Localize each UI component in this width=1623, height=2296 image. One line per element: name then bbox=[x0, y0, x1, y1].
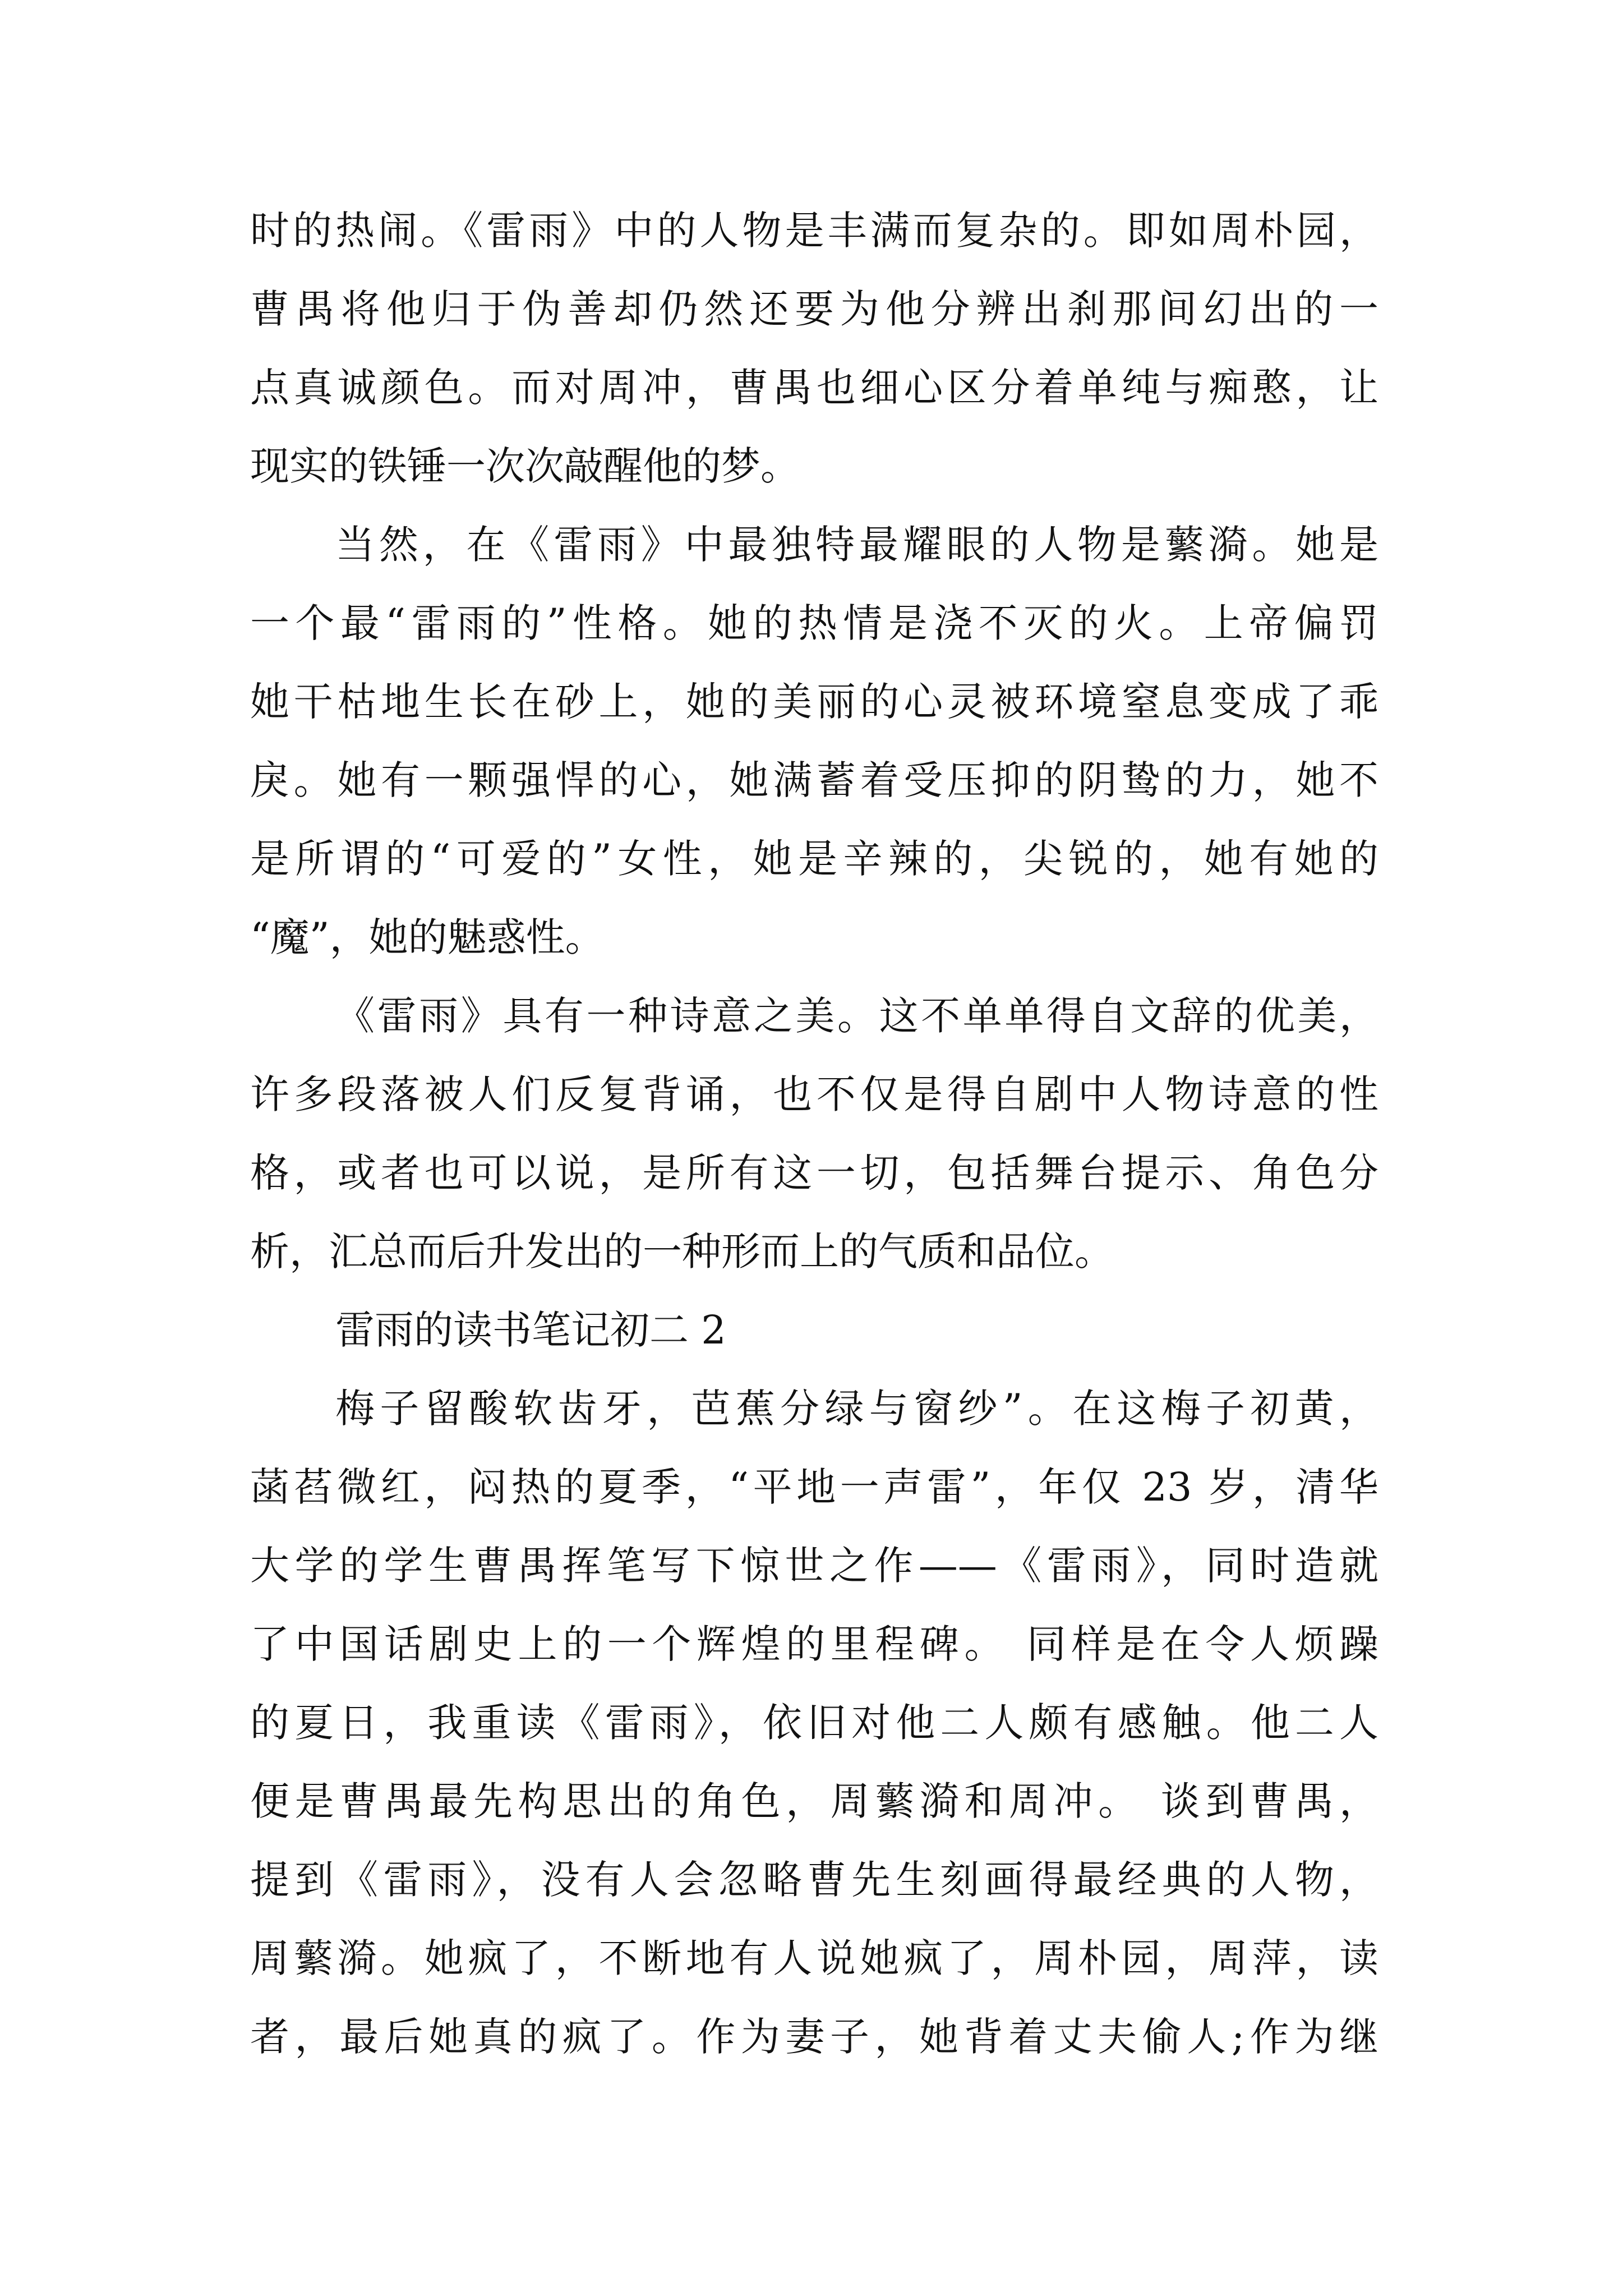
text-line: 的夏日，我重读《雷雨》，依旧对他二人颇有感触。他二人 bbox=[250, 1700, 1378, 1746]
text-line: 曹禺将他归于伪善却仍然还要为他分辨出刹那间幻出的一 bbox=[250, 286, 1378, 332]
text-line: 格，或者也可以说，是所有这一切，包括舞台提示、角色分 bbox=[250, 1150, 1378, 1196]
text-line: 现实的铁锤一次次敲醒他的梦。 bbox=[250, 443, 800, 489]
text-line: 了中国话剧史上的一个辉煌的里程碑。 同样是在令人烦躁 bbox=[250, 1621, 1378, 1667]
paragraph-first-line: 《雷雨》具有一种诗意之美。这不单单得自文辞的优美， bbox=[335, 993, 1378, 1039]
text-line: 许多段落被人们反复背诵，也不仅是得自剧中人物诗意的性 bbox=[250, 1071, 1378, 1117]
text-line: 析，汇总而后升发出的一种形而上的气质和品位。 bbox=[250, 1228, 1114, 1274]
text-line: 者，最后她真的疯了。作为妻子，她背着丈夫偷人;作为继 bbox=[250, 2014, 1378, 2060]
text-line: 戾。她有一颗强悍的心，她满蓄着受压抑的阴鸷的力，她不 bbox=[250, 757, 1378, 803]
paragraph-first-line: 当然，在《雷雨》中最独特最耀眼的人物是蘩漪。她是 bbox=[335, 522, 1378, 568]
text-line: 点真诚颜色。而对周冲，曹禺也细心区分着单纯与痴憨，让 bbox=[250, 365, 1378, 411]
text-line: 她干枯地生长在砂上，她的美丽的心灵被环境窒息变成了乖 bbox=[250, 679, 1378, 725]
text-line: 一个最“雷雨的”性格。她的热情是浇不灭的火。上帝偏罚 bbox=[250, 600, 1378, 646]
text-line: 周蘩漪。她疯了，不断地有人说她疯了，周朴园，周萍，读 bbox=[250, 1935, 1378, 1981]
text-line: “魔”，她的魅惑性。 bbox=[250, 914, 605, 960]
text-line: 便是曹禺最先构思出的角色，周蘩漪和周冲。 谈到曹禺， bbox=[250, 1778, 1378, 1824]
text-line: 菡萏微红，闷热的夏季，“平地一声雷”，年仅 23 岁，清华 bbox=[250, 1464, 1378, 1510]
text-line: 时的热闹。《雷雨》中的人物是丰满而复杂的。即如周朴园， bbox=[250, 208, 1378, 254]
text-line: 提到《雷雨》，没有人会忽略曹先生刻画得最经典的人物， bbox=[250, 1857, 1378, 1903]
paragraph-first-line: 梅子留酸软齿牙，芭蕉分绿与窗纱”。在这梅子初黄， bbox=[335, 1386, 1378, 1432]
text-line: 是所谓的“可爱的”女性，她是辛辣的，尖锐的，她有她的 bbox=[250, 836, 1378, 882]
text-line: 大学的学生曹禺挥笔写下惊世之作——《雷雨》，同时造就 bbox=[250, 1543, 1378, 1589]
section-heading: 雷雨的读书笔记初二 2 bbox=[335, 1307, 726, 1353]
